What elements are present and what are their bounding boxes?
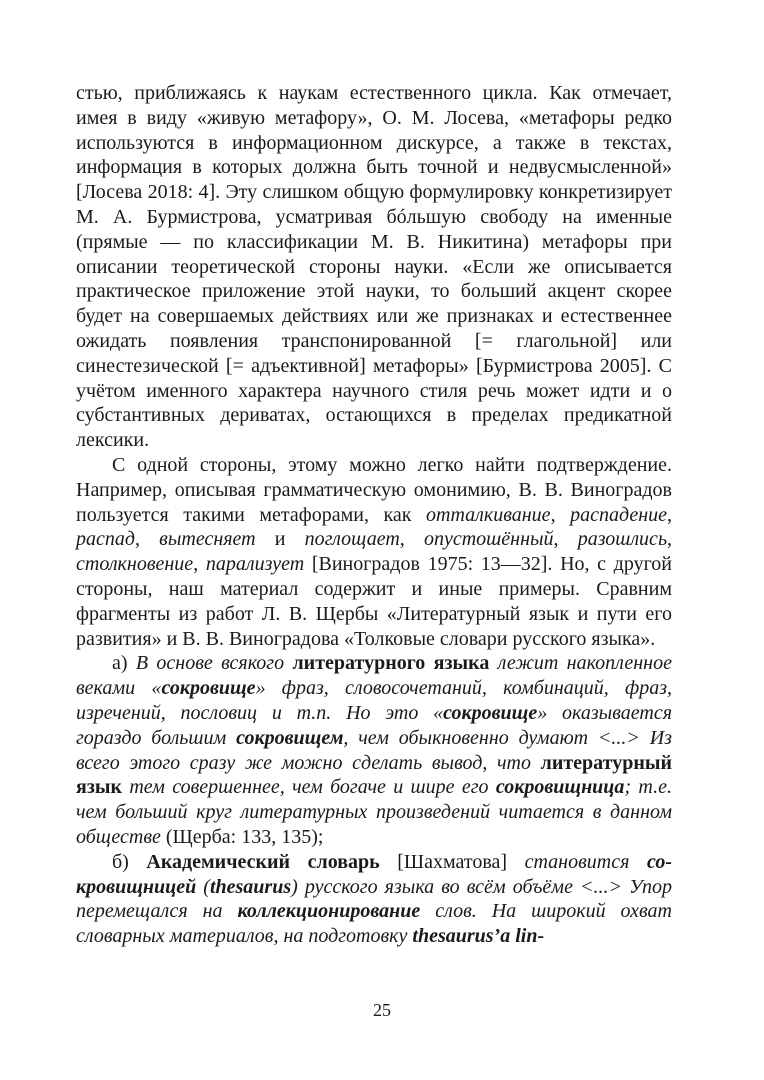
page-body — [76, 81, 672, 949]
text-run: лежит накопленное веками « — [76, 652, 672, 700]
text-run: (Щерба: 133, 135); — [160, 825, 324, 848]
text-run: thesaurus’a lin- — [412, 925, 545, 948]
text-run: , — [667, 503, 672, 526]
text-run: ( — [196, 875, 210, 898]
text-run: литературного языка — [292, 652, 490, 675]
text-run: С одной стороны, этому можно легко найти подтверждение. Например, описывая грамматическую омонимию, В. В. Виноградов пользуется такими метафорами, как — [76, 453, 672, 526]
text-run: слов. На широкий охват словарных материалов, на подготовку — [76, 900, 672, 948]
text-run: стью, приближаясь к наукам естественного цикла. Как отмечает, имея в виду «живую метафору», О. М. Лосева, «метафоры редко используются в информационном дискурсе, а также в текстах, информация в которых должна быть точной и недвусмысленной» [Лосева 2018: 4]. Эту слишком общую формулировку конкретизирует М. А. Бурмистрова, усматривая бóльшую свободу на именные (прямые — по классификации М. В. Никитина) метафоры при описании теоретической стороны науки. «Если же описывается практическое приложение этой науки, то больший акцент скорее будет на совершаемых действиях или же признаках и естественнее ожидать появления транспонированной [= глагольной] или синестезической [= адъективной] метафоры» [Бурмистрова 2005]. С учётом именного характера научного стиля речь может идти и о субстантивных дериватах, остающихся в пределах предикатной лексики. — [76, 82, 672, 452]
text-run: thesaurus — [209, 875, 292, 898]
text-run: б) — [112, 850, 147, 873]
text-run: , — [193, 553, 206, 576]
text-run: [Шахматова] — [379, 850, 525, 873]
text-run: вытесняет — [159, 528, 256, 551]
text-run: сокровище — [443, 701, 538, 724]
text-run: , — [550, 503, 571, 526]
text-run: столкновение — [76, 553, 194, 576]
text-run: » оказывается гораздо большим — [76, 701, 672, 749]
example-a — [76, 651, 672, 849]
paragraph — [76, 81, 672, 453]
text-run: В основе всякого — [135, 652, 293, 675]
text-run: , чем обыкновенно думают <...> Из всего этого сразу же можно сделать вывод, что — [76, 726, 672, 774]
text-run: » фраз, словосочетаний, комбинаций, фраз, изречений, пословиц и т.п. Но это « — [76, 677, 673, 724]
text-run: тем совершеннее, чем богаче и шире его — [122, 776, 496, 799]
text-run: становится — [524, 850, 647, 873]
text-run: сокровищницей — [76, 850, 672, 898]
text-run: парализует — [205, 553, 305, 576]
text-run: ; т.е. чем больший круг литературных произведений читается в данном обществе — [76, 776, 672, 848]
text-run: , — [135, 528, 160, 551]
text-run: распадение — [570, 503, 667, 526]
text-run: коллекционирование — [237, 900, 421, 923]
text-run: и — [255, 528, 305, 551]
example-b — [76, 850, 672, 949]
text-run: опустошённый — [423, 528, 554, 551]
text-run: литературный язык — [76, 751, 672, 799]
text-run: , — [399, 528, 424, 551]
text-run: , — [553, 528, 578, 551]
paragraph — [76, 453, 672, 651]
text-run: Академический словарь — [146, 850, 380, 873]
page-number: 25 — [373, 1000, 391, 1020]
text-run: ) русского языка во всём объёме <...> Упор перемещался на — [76, 875, 672, 923]
text-run: распад — [76, 528, 135, 551]
text-run: разошлись — [577, 528, 668, 551]
text-run: а) — [112, 652, 136, 675]
text-run: [Виноградов 1975: 13—32]. Но, с другой стороны, наш материал содержит и иные примеры. Сравним фрагменты из работ Л. В. Щербы «Литературный язык и пути его развития» и В. В. Виноградова «Толковые словари русского языка». — [76, 553, 673, 650]
text-run: сокровище — [161, 677, 256, 700]
text-run: поглощает — [304, 528, 400, 551]
text-run: , — [667, 528, 673, 551]
text-run: сокровищем — [236, 726, 344, 749]
text-run: сокровищница — [495, 776, 625, 799]
text-run: отталкивание — [426, 503, 551, 526]
